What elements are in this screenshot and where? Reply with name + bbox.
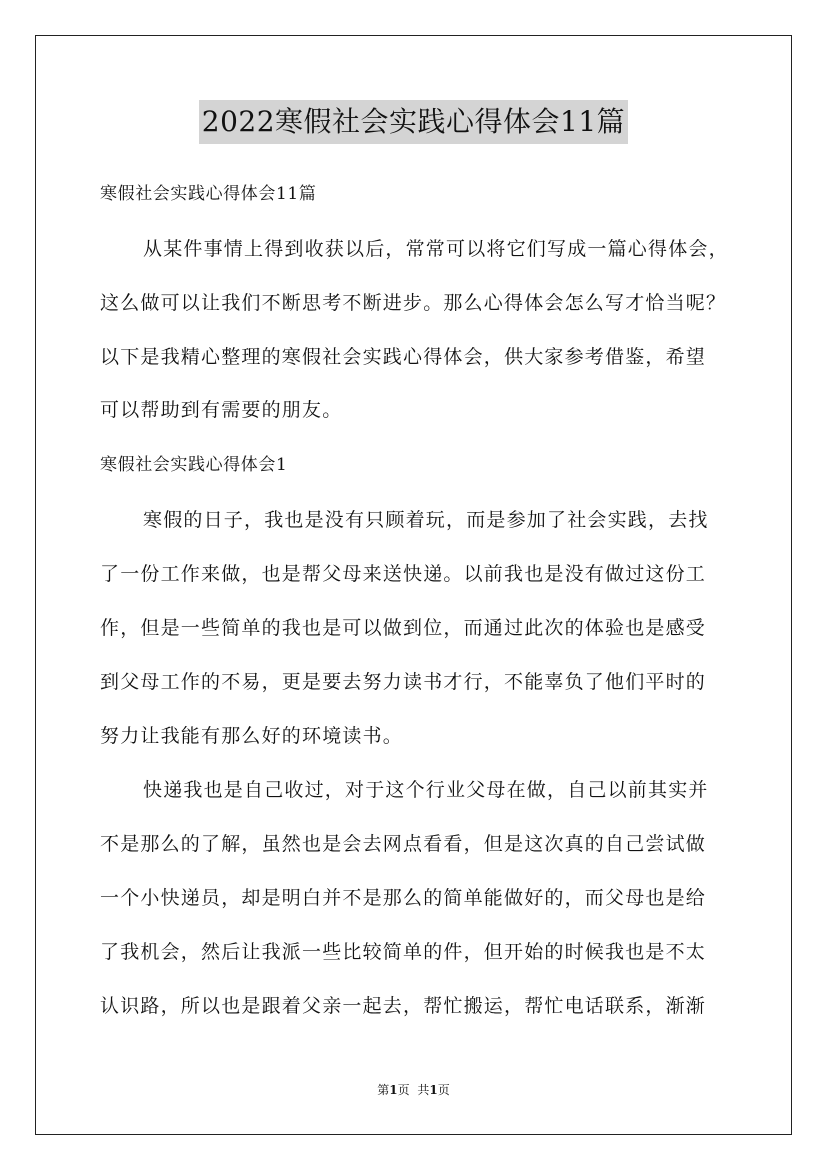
paragraph1-line-1: 寒假的日子，我也是没有只顾着玩，而是参加了社会实践，去找 — [143, 509, 709, 531]
intro-line-3: 以下是我精心整理的寒假社会实践心得体会，供大家参考借鉴，希望 — [100, 346, 707, 368]
footer-total-suffix: 页 — [437, 1083, 450, 1097]
intro-line-1: 从某件事情上得到收获以后，常常可以将它们写成一篇心得体会， — [143, 238, 729, 260]
paragraph1-line-4: 到父母工作的不易，更是要去努力读书才行，不能辜负了他们平时的 — [100, 671, 707, 693]
document-title: 2022寒假社会实践心得体会11篇 — [199, 100, 628, 144]
paragraph2-line-3: 一个小快递员，却是明白并不是那么的简单能做好的，而父母也是给 — [100, 887, 707, 909]
footer-total-pages: 1 — [429, 1083, 438, 1097]
paragraph1-line-5: 努力让我能有那么好的环境读书。 — [100, 725, 404, 747]
footer-page-prefix: 第 — [377, 1083, 390, 1097]
paragraph2-line-5: 认识路，所以也是跟着父亲一起去，帮忙搬运，帮忙电话联系，渐渐 — [100, 995, 707, 1017]
paragraph1-line-3: 作，但是一些简单的我也是可以做到位，而通过此次的体验也是感受 — [100, 617, 707, 639]
paragraph2-line-4: 了我机会，然后让我派一些比较简单的件，但开始的时候我也是不太 — [100, 941, 707, 963]
footer-page-number: 1 — [389, 1083, 398, 1097]
footer-total-prefix: 共 — [417, 1083, 430, 1097]
footer-page-suffix: 页 — [397, 1083, 410, 1097]
paragraph2-line-2: 不是那么的了解，虽然也是会去网点看看，但是这次真的自己尝试做 — [100, 833, 707, 855]
section-heading-1: 寒假社会实践心得体会1 — [100, 455, 288, 475]
paragraph2-line-1: 快递我也是自己收过，对于这个行业父母在做，自己以前其实并 — [143, 779, 709, 801]
intro-line-4: 可以帮助到有需要的朋友。 — [100, 399, 343, 421]
paragraph1-line-2: 了一份工作来做，也是帮父母来送快递。以前我也是没有做过这份工 — [100, 563, 707, 585]
intro-line-2: 这么做可以让我们不断思考不断进步。那么心得体会怎么写才恰当呢？ — [100, 292, 727, 314]
title-container — [0, 100, 827, 144]
page-footer — [0, 1082, 827, 1098]
document-subtitle: 寒假社会实践心得体会11篇 — [100, 184, 317, 204]
